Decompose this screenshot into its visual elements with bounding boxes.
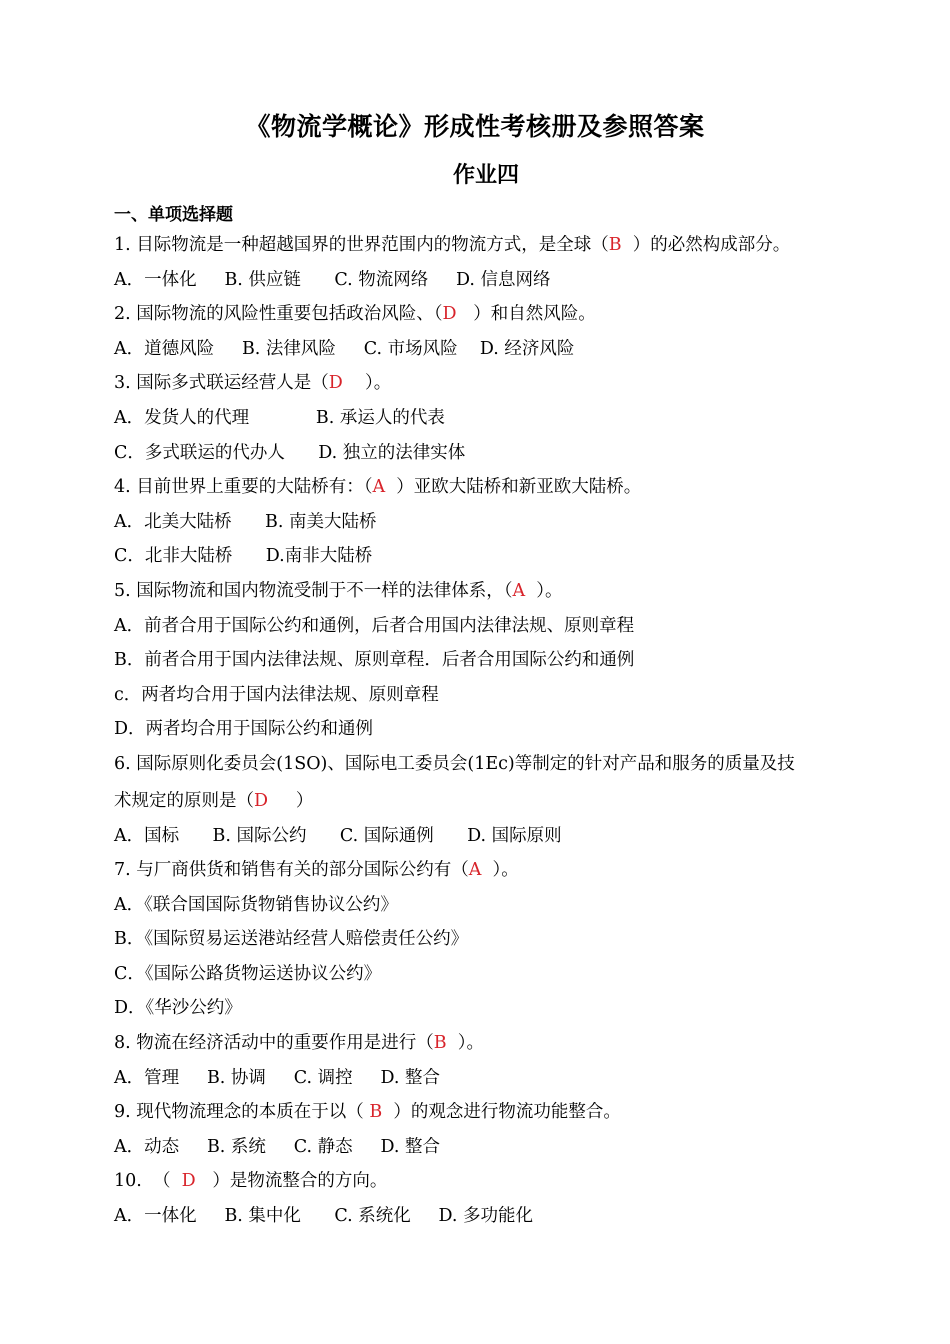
option-line: A．一体化 B. 供应链 C. 物流网络 D. 信息网络 [114, 269, 551, 290]
question-stem [114, 853, 874, 888]
question-stem [114, 1095, 874, 1130]
option-line: C．《国际公路货物运送协议公约》 [114, 963, 382, 984]
question-text-after: ）。 [481, 860, 519, 881]
option-line: A．道德风险 B. 法律风险 C. 市场风险 D. 经济风险 [114, 338, 575, 359]
answer-mark: D [254, 790, 269, 811]
question-text: 国际多式联运经营人是（ [136, 373, 329, 394]
document-subtitle: 作业四 [452, 163, 519, 188]
option-line: B．前者合用于国内法律法规、原则章程．后者合用国际公约和通例 [114, 650, 635, 671]
answer-mark: B [433, 1033, 447, 1054]
question-stem [114, 574, 874, 609]
option-line: A．北美大陆桥 B. 南美大陆桥 [114, 511, 377, 532]
question-text: 国际原则化委员会(1SO)、国际电工委员会(1Ec)等制定的针对产品和服务的质量及技 [136, 753, 795, 774]
question-text-after: ）的观念进行物流功能整合。 [382, 1102, 621, 1123]
answer-mark: A [372, 477, 386, 498]
section-heading: 一、单项选择题 [114, 205, 233, 225]
option-line: A．《联合国国际货物销售协议公约》 [114, 894, 398, 915]
question-stem [114, 1026, 874, 1061]
question-stem [114, 366, 874, 401]
answer-mark: B [608, 235, 622, 255]
question-text-after: ） [268, 790, 314, 811]
question-text: （ [147, 1171, 182, 1192]
question-text: 目际物流是一种超越国界的世界范围内的物流方式，是全球（ [136, 235, 609, 255]
option-line: A．前者合用于国际公约和通例，后者合用国内法律法规、原则章程 [114, 615, 635, 636]
question-number: 5. [114, 580, 137, 601]
option-line: D．两者均合用于国际公约和通例 [114, 719, 374, 740]
question-text: 术规定的原则是（ [114, 790, 254, 811]
question-text-after: ）亚欧大陆桥和新亚欧大陆桥。 [385, 477, 642, 498]
question-list [114, 228, 874, 1234]
option-line: A．动态 B. 系统 C. 静态 D. 整合 [114, 1136, 440, 1157]
answer-mark: D [328, 373, 343, 394]
option-line: C．多式联运的代办人 D. 独立的法律实体 [114, 442, 466, 463]
option-line: A．一体化 B. 集中化 C. 系统化 D. 多功能化 [114, 1206, 534, 1227]
question-text: 目前世界上重要的大陆桥有：（ [136, 477, 373, 498]
question-stem-continued [114, 784, 874, 819]
option-line: B．《国际贸易运送港站经营人赔偿责任公约》 [114, 929, 469, 950]
question-number: 3. [114, 373, 137, 394]
question-number: 2. [114, 304, 137, 325]
option-line: C．北非大陆桥 D.南非大陆桥 [114, 546, 373, 567]
question-number: 8. [114, 1033, 137, 1054]
question-number: 1. [114, 235, 137, 255]
question-number: 7. [114, 860, 137, 881]
document-title: 《物流学概论》形成性考核册及参照答案 [245, 112, 705, 141]
answer-mark: A [512, 580, 526, 601]
option-line: D．《华沙公约》 [114, 998, 242, 1019]
option-line: c．两者均合用于国内法律法规、原则章程 [114, 684, 439, 705]
question-number: 4. [114, 477, 137, 498]
question-stem [114, 297, 874, 332]
question-text-after: ）。 [525, 580, 563, 601]
question-stem [114, 228, 874, 263]
question-stem [114, 470, 874, 505]
question-stem [114, 1164, 874, 1199]
answer-mark: A [468, 860, 482, 881]
question-text-after: ）。 [446, 1033, 485, 1054]
answer-mark: B [369, 1102, 383, 1123]
question-stem [114, 747, 874, 784]
question-text-after: ）。 [342, 373, 392, 394]
question-text: 物流在经济活动中的重要作用是进行（ [136, 1033, 434, 1054]
question-text-after: ）和自然风险。 [456, 304, 596, 325]
question-text-after: ）是物流整合的方向。 [195, 1171, 388, 1192]
question-number: 6. [114, 753, 137, 774]
question-text: 与厂商供货和销售有关的部分国际公约有（ [136, 860, 469, 881]
question-number: 10. [114, 1171, 148, 1192]
option-line: A．管理 B. 协调 C. 调控 D. 整合 [114, 1067, 440, 1088]
question-text-after: ）的必然构成部分。 [621, 235, 791, 255]
question-number: 9. [114, 1102, 137, 1123]
option-line: A．发货人的代理 B. 承运人的代表 [114, 407, 445, 428]
question-text: 国际物流的风险性重要包括政治风险、（ [136, 304, 443, 325]
question-text: 现代物流理念的本质在于以（ [136, 1102, 370, 1123]
question-text: 国际物流和国内物流受制于不一样的法律体系，（ [136, 580, 513, 601]
option-line: A．国标 B. 国际公约 C. 国际通例 D. 国际原则 [114, 825, 562, 846]
answer-mark: D [442, 304, 457, 325]
answer-mark: D [181, 1171, 196, 1192]
